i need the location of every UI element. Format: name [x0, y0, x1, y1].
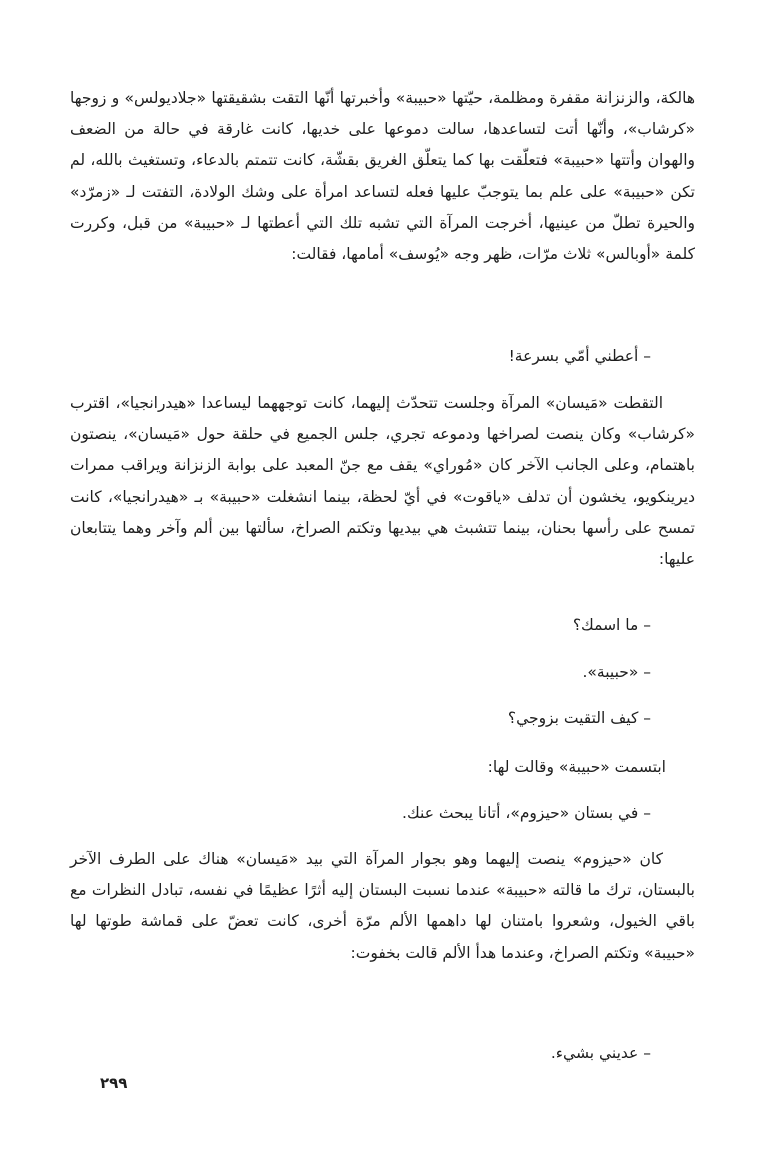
dialogue-line-3: – «حبيبة».: [582, 663, 651, 681]
dialogue-line-1: – أعطني أمّي بسرعة!: [508, 347, 651, 365]
dialogue-line-6: – عديني بشيء.: [550, 1044, 651, 1062]
paragraph-2: التقطت «مَيسان» المرآة وجلست تتحدّث إليهما، كانت توجههما ليساعدا «هيدرانجيا»، اقترب «كرشاب» وكان ينصت لصراخها ودموعه تجري، جلس الجميع في حلقة حول «مَيسان»، ينصتون باهتمام، وعلى الجانب الآخر كان «مُوراي» يقف مع جنّ المعبد على بوابة الزنزانة ويراقب ممرات ديرينكويو، يخشون أن تدلف «ياقوت» في أيّ لحظة، بينما انشغلت «حبيبة» بـ «هيدرانجيا»، كانت تمسح على رأسها بحنان، بينما تتشبث هي بيديها وتكتم الصراخ، سألتها بين ألم وآخر وهما يتتابعان عليها:: [70, 394, 695, 569]
page-number: ٢٩٩: [100, 1074, 128, 1092]
dialogue-line-2: – ما اسمك؟: [572, 616, 651, 634]
paragraph-1: هالكة، والزنزانة مقفرة ومظلمة، حيّتها «حبيبة» وأخبرتها أنّها التقت بشقيقتها «جلاديولس» و زوجها «كرشاب»، وأنّها أتت لتساعدها، سالت دموعها على خديها، كانت غارقة في حالة من الضعف والهوان وأتتها «حبيبة» فتعلّقت بها كما يتعلّق الغريق بقشّة، كانت تتمتم بالدعاء، وتستغيث بالله، لم تكن «حبيبة» على علم بما يتوجبّ عليها فعله لتساعد امرأة على وشك الولادة، التفتت لـ «زمرّد» والحيرة تطلّ من عينيها، أخرجت المرآة التي تشبه تلك التي أعطتها لـ «حبيبة» من قبل، وكررت كلمة «أوبالس» ثلاث مرّات، ظهر وجه «يُوسف» أمامها، فقالت:: [70, 89, 695, 264]
dialogue-line-5: – في بستان «حيزوم»، أتانا يبحث عنك.: [402, 804, 651, 822]
paragraph-3: كان «حيزوم» ينصت إليهما وهو بجوار المرآة التي بيد «مَيسان» هناك على الطرف الآخر بالبستان، ترك ما قالته «حبيبة» عندما نسبت البستان إليه أثرًا عظيمًا في نفسه، تبادل النظرات مع باقي الخيول، وشعروا بامتنان لها داهمها الألم مرّة أخرى، كانت تعضّ على قماشة طوتها لها «حبيبة» وتكتم الصراخ، وعندما هدأ الألم قالت بخفوت:: [70, 850, 695, 962]
dialogue-line-4: – كيف التقيت بزوجي؟: [507, 709, 651, 727]
narration-line: ابتسمت «حبيبة» وقالت لها:: [487, 758, 666, 776]
